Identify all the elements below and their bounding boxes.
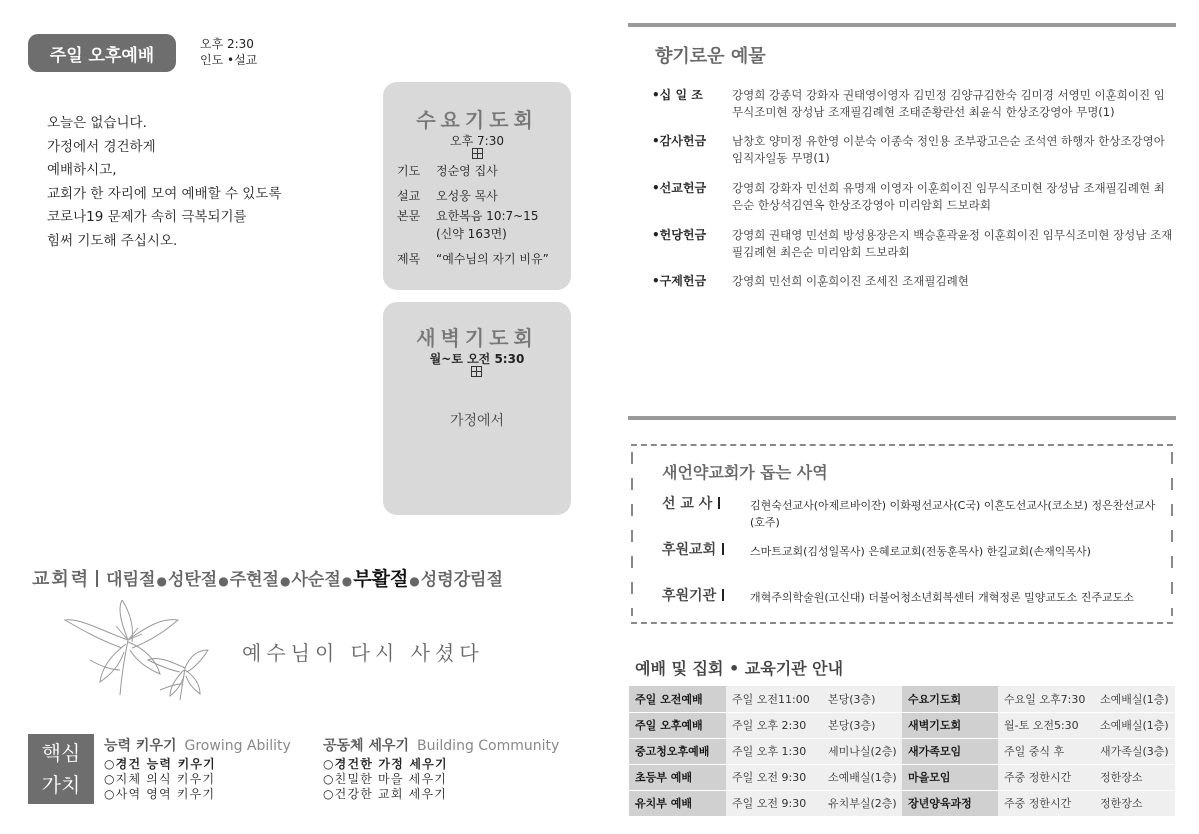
mission-label: 선 교 사 bbox=[662, 496, 720, 513]
mission-value: 개혁주의학술원(고신대) 더불어청소년회복센터 개혁정론 밀양교도소 진주교도소 bbox=[750, 591, 1134, 604]
bullet-icon: ● bbox=[409, 574, 420, 588]
core-label-2: 가치 bbox=[41, 773, 81, 797]
top-divider bbox=[628, 23, 1176, 27]
offering-row bbox=[652, 133, 1174, 167]
offering-names: 강영희 권태영 민선희 방성용장은지 백승훈곽윤정 이훈희이진 임무식조미현 장성남 조재필김례현 최은순 미리암회 드보라회 bbox=[732, 228, 1173, 259]
mission-label: 후원교회 bbox=[662, 542, 724, 559]
core-label-1: 핵심 bbox=[41, 741, 81, 765]
message-line: 힘써 기도해 주십시오. bbox=[47, 232, 178, 249]
message-line: 오늘은 없습니다. bbox=[47, 115, 147, 131]
offering-label: •감사헌금 bbox=[652, 134, 707, 148]
mission-label: 후원기관 bbox=[662, 588, 724, 605]
offering-row bbox=[652, 273, 1174, 291]
bullet-icon: ● bbox=[156, 574, 167, 588]
offering-names: 강영희 강종덕 강화자 권태영이영자 김민정 김양규김한숙 김미경 서영민 이훈희이진 임무식조미현 장성남 조재필김례현 조태준황란선 최윤식 한상조강영아 무명(1) bbox=[732, 88, 1165, 119]
mission-row bbox=[662, 496, 1162, 530]
mission-value: 스마트교회(김성일목사) 은혜로교회(전동훈목사) 한길교회(손재익목사) bbox=[750, 545, 1091, 558]
offering-row bbox=[652, 227, 1174, 261]
church-calendar bbox=[32, 564, 503, 591]
season-item-current: 부활절 bbox=[353, 568, 409, 590]
core-value-title: 공동체 세우기 Building Community bbox=[323, 738, 560, 754]
core-value-item: ○지체 의식 키우기 bbox=[104, 772, 216, 786]
schedule-table bbox=[629, 686, 1175, 817]
offering-label: •헌당헌금 bbox=[652, 228, 707, 242]
bullet-icon: ● bbox=[218, 574, 229, 588]
bullet-icon: ● bbox=[341, 574, 353, 588]
wednesday-prayer-card bbox=[383, 82, 571, 290]
message-line: 교회가 한 자리에 모여 예배할 수 있도록 bbox=[47, 185, 282, 202]
core-value-community bbox=[323, 739, 559, 802]
service-time: 오후 2:30 bbox=[200, 37, 254, 51]
wednesday-title: 수요기도회 bbox=[416, 108, 538, 132]
offering-names: 강영희 강화자 민선희 유명재 이영자 이훈희이진 임무식조미현 장성남 조재필김례현 최은순 한상석김연옥 한상조강영아 미리암회 드보라회 bbox=[732, 181, 1165, 212]
table-row: 유치부 예배 주일 오전 9:30 유치부실(2층) 장년양육과정 주중 정한시간 정한장소 bbox=[629, 790, 1175, 816]
dawn-time: 월~토 오전 5:30 bbox=[429, 352, 525, 366]
service-message bbox=[47, 112, 281, 253]
season-item: 성령강림절 bbox=[420, 570, 503, 590]
wednesday-text-page-row: (신약 163면) bbox=[436, 227, 507, 241]
wednesday-subject-row: 제목 “예수님의 자기 비유” bbox=[397, 252, 549, 266]
message-line: 가정에서 경건하게 bbox=[47, 138, 156, 155]
cross-icon bbox=[472, 148, 483, 159]
middle-divider bbox=[628, 416, 1176, 420]
calendar-divider bbox=[96, 570, 98, 587]
missions-title: 새언약교회가 돕는 사역 bbox=[662, 463, 828, 482]
core-value-item: ○경건 능력 키우기 bbox=[104, 757, 216, 771]
dawn-place: 가정에서 bbox=[449, 413, 505, 429]
wednesday-sermon-row: 설교 오성웅 목사 bbox=[397, 189, 498, 203]
table-row: 주일 오전예배 주일 오전11:00 본당(3층) 수요기도회 수요일 오후7:30 소예배실(1층) bbox=[629, 686, 1175, 712]
wednesday-text-row: 본문 요한복음 10:7~15 bbox=[397, 209, 539, 223]
core-value-ability bbox=[104, 739, 291, 802]
season-item: 사순절 bbox=[291, 570, 341, 590]
table-row: 중고청오후예배 주일 오후 1:30 세미나실(2층) 새가족모임 주일 중식 후 새가족실(3층) bbox=[629, 738, 1175, 764]
offering-label: •선교헌금 bbox=[652, 181, 707, 195]
offering-label: •십 일 조 bbox=[652, 88, 703, 102]
season-item: 주현절 bbox=[229, 570, 279, 590]
offering-row bbox=[652, 180, 1174, 214]
core-value-title: 능력 키우기 Growing Ability bbox=[104, 738, 291, 754]
dashed-border-right bbox=[1171, 452, 1173, 616]
mission-row bbox=[662, 542, 1162, 560]
core-value-item: ○친밀한 마을 세우기 bbox=[323, 772, 448, 786]
core-value-item: ○건강한 교회 세우기 bbox=[323, 787, 448, 801]
table-row: 주일 오후예배 주일 오후 2:30 본당(3층) 새벽기도회 월-토 오전5:30 소예배실(1층) bbox=[629, 712, 1175, 738]
wednesday-time: 오후 7:30 bbox=[450, 134, 504, 148]
message-line: 코로나19 문제가 속히 극복되기를 bbox=[47, 209, 247, 225]
calendar-label: 교회력 bbox=[32, 569, 91, 590]
cross-icon bbox=[471, 366, 482, 377]
core-values-badge bbox=[28, 734, 94, 804]
dashed-border-left bbox=[631, 452, 633, 616]
offering-label: •구제헌금 bbox=[652, 274, 707, 288]
offering-names: 남창호 양미정 유한영 이분숙 이종숙 정인용 조부광고은순 조석연 하행자 한상조강영아 임직자일동 무명(1) bbox=[732, 134, 1165, 165]
core-value-item: ○경건한 가정 세우기 bbox=[323, 757, 448, 771]
dawn-prayer-card bbox=[383, 302, 571, 515]
message-line: 예배하시고, bbox=[47, 162, 117, 178]
bullet-icon: ● bbox=[279, 574, 291, 588]
offering-names: 강영희 민선희 이훈희이진 조세진 조재필김례현 bbox=[732, 274, 969, 288]
mission-row bbox=[662, 588, 1162, 606]
mission-value: 김현숙선교사(아제르바이잔) 이화평선교사(C국) 이흔도선교사(코소보) 정은찬선교사(호주) bbox=[750, 499, 1156, 529]
schedule-title: 예배 및 집회 • 교육기관 안내 bbox=[635, 659, 844, 678]
offerings-title: 향기로운 예물 bbox=[655, 46, 766, 67]
season-item: 대림절 bbox=[106, 570, 156, 590]
table-row: 초등부 예배 주일 오전 9:30 소예배실(1층) 마을모임 주중 정한시간 정한장소 bbox=[629, 764, 1175, 790]
dawn-title: 새벽기도회 bbox=[416, 326, 538, 350]
lily-illustration bbox=[60, 600, 230, 704]
service-info bbox=[200, 36, 257, 68]
offering-row bbox=[652, 87, 1174, 121]
core-value-item: ○사역 영역 키우기 bbox=[104, 787, 216, 801]
easter-tagline: 예수님이 다시 사셨다 bbox=[242, 641, 484, 665]
wednesday-prayer-row: 기도 정순영 집사 bbox=[397, 164, 498, 178]
service-badge: 주일 오후예배 bbox=[28, 34, 176, 72]
season-item: 성탄절 bbox=[167, 570, 218, 590]
service-leader: 인도 •설교 bbox=[200, 53, 258, 67]
